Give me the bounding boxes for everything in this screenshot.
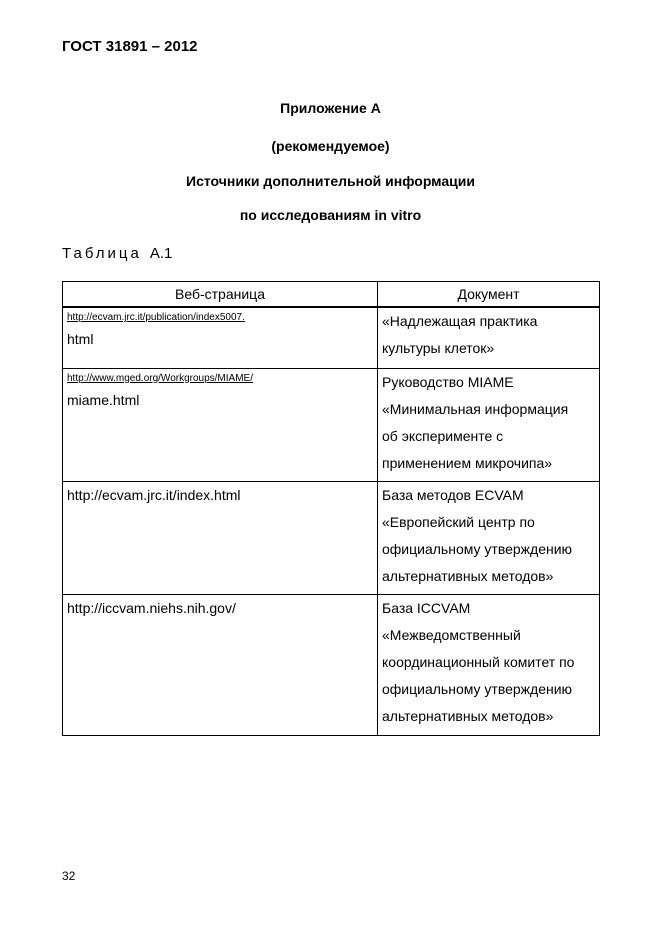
document-cell xyxy=(378,368,600,481)
webpage-link[interactable]: http://iccvam.niehs.nih.gov/ xyxy=(67,599,236,616)
document-line: «Европейский центр по xyxy=(382,513,535,530)
sources-table xyxy=(62,281,600,736)
webpage-link[interactable]: http://ecvam.jrc.it/index.html xyxy=(67,486,241,503)
document-cell xyxy=(378,481,600,594)
annex-heading-line2: по исследованиям in vitro xyxy=(239,207,422,223)
document-line: «Надлежащая практика xyxy=(382,313,538,329)
document-cell xyxy=(378,307,600,368)
document-line: альтернативных методов» xyxy=(382,567,554,584)
page-number: 32 xyxy=(62,869,76,883)
annex-title: Приложение А xyxy=(280,100,381,116)
table-header-row xyxy=(63,282,600,308)
webpage-cell xyxy=(63,368,378,481)
webpage-link[interactable]: http://www.mged.org/Workgroups/MIAME/ xyxy=(67,372,253,384)
column-header-webpage: Веб-страница xyxy=(63,282,378,308)
webpage-link[interactable]: http://ecvam.jrc.it/publication/index5007. xyxy=(67,312,245,323)
standard-code: ГОСТ 31891 – 2012 xyxy=(62,38,198,55)
document-line: «Межведомственный xyxy=(382,626,521,643)
document-line: культуры клеток» xyxy=(382,340,495,356)
document-line: применением микрочипа» xyxy=(382,454,553,471)
document-line: координационный комитет по xyxy=(382,653,575,670)
webpage-cell xyxy=(63,307,378,368)
document-line: «Минимальная информация xyxy=(382,400,569,417)
document-line: официальному утверждению xyxy=(382,540,573,557)
table-caption xyxy=(62,245,172,262)
webpage-cell xyxy=(63,594,378,735)
document-cell xyxy=(378,594,600,735)
webpage-cell xyxy=(63,481,378,594)
webpage-link-continuation[interactable]: miame.html xyxy=(67,391,140,408)
document-line: Руководство MIAME xyxy=(382,373,514,390)
annex-heading-line1: Источники дополнительной информации xyxy=(186,173,475,189)
table-caption-number: А.1 xyxy=(149,245,173,262)
document-line: альтернативных методов» xyxy=(382,707,554,724)
table-row xyxy=(63,481,600,594)
document-line: База ICCVAM xyxy=(382,599,471,616)
table-row xyxy=(63,307,600,368)
table-caption-word: Таблица xyxy=(62,245,142,262)
annex-status: (рекомендуемое) xyxy=(271,138,390,154)
document-line: об эксперименте с xyxy=(382,427,504,444)
document-line: База методов ECVAM xyxy=(382,486,524,503)
webpage-link-continuation[interactable]: html xyxy=(67,331,94,347)
table-row xyxy=(63,368,600,481)
table-row xyxy=(63,594,600,735)
document-line: официальному утверждению xyxy=(382,680,573,697)
column-header-document: Документ xyxy=(378,282,600,308)
